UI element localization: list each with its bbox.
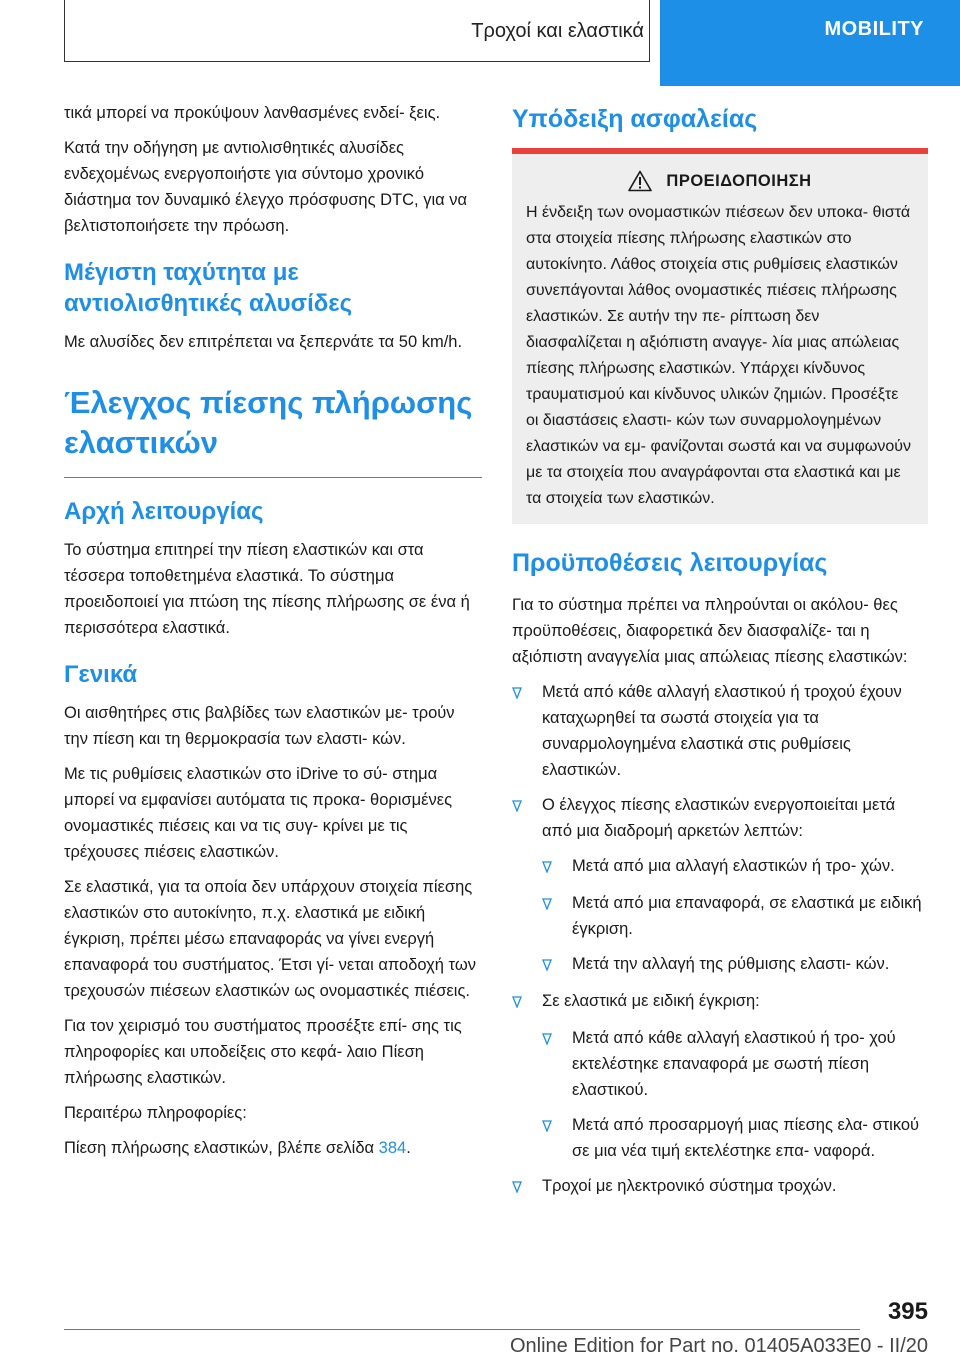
mobility-tab[interactable]: [660, 0, 960, 86]
paragraph: Για τον χειρισμό του συστήματος προσέξτε επί‐ σης τις πληροφορίες και υποδείξεις στο κεφά‐ λαιο Πίεση πλήρωσης ελαστικών.: [64, 1017, 462, 1087]
heading-rule: [64, 477, 482, 478]
warning-text: Η ένδειξη των ονομαστικών πιέσεων δεν υποκα‐ θιστά στα στοιχεία πίεσης πλήρωσης ελαστικών στο αυτοκίνητο. Λάθος στοιχεία στις ρυθμίσεις ελαστικών συνεπάγονται λάθος ονομαστικές πιέσεις πλήρωσης ελαστικών. Σε αυτήν την πε‐ ρίπτωση δεν διασφαλίζεται η αξιόπιστη αναγγε‐ λία μιας απώλειας πίεσης πλήρωσης ελαστικών. Υπάρχει κίνδυνος τραυματισμού και κίνδυνος υλικών ζημιών. Προσέξτε οι διαστάσεις ελαστι‐ κών των συναρμολογημένων ελαστικών να εμ‐ φανίζονται σωστά και να συμφωνούν με τα στοιχεία που αναγράφονται στα ελαστικά και με τα στοιχεία των ελαστικών.: [526, 204, 911, 507]
paragraph: Με τις ρυθμίσεις ελαστικών στο iDrive το σύ‐ στημα μπορεί να εμφανίσει αυτόματα τις προκα‐ θορισμένες ονομαστικές πιέσεις και να τις συγ‐ κρίνει με τις τρέχουσες πιέσεις ελαστικών.: [64, 765, 453, 861]
list-item: Τροχοί με ηλεκτρονικό σύστημα τροχών.: [512, 1173, 928, 1201]
sub-list-item: Μετά από προσαρμογή μιας πίεσης ελα‐ στικού σε μια νέα τιμή εκτελέστηκε επα‐ ναφορά.: [542, 1112, 928, 1164]
bullet-arrow-icon: [542, 1033, 552, 1045]
sub-list-item: Μετά από κάθε αλλαγή ελαστικού ή τρο‐ χού εκτελέστηκε επαναφορά με σωστή πίεση ελαστικού.: [542, 1025, 928, 1103]
page-link[interactable]: 384: [378, 1139, 407, 1157]
sub-list-item: Μετά από μια αλλαγή ελαστικών ή τρο‐ χών.: [542, 853, 928, 881]
warning-title: ΠΡΟΕΙΔΟΠΟΙΗΣΗ: [666, 171, 812, 190]
paragraph: Οι αισθητήρες στις βαλβίδες των ελαστικών με‐ τρούν την πίεση και τη θερμοκρασία των ελαστι‐ κών.: [64, 704, 455, 748]
paragraph: Κατά την οδήγηση με αντιολισθητικές αλυσίδες ενδεχομένως ενεργοποιήστε για σύντομο χρονικό διάστημα τον δυναμικό έλεγχο πρόσφυσης DTC, για να βελτιστοποιήσετε την πρόωση.: [64, 139, 468, 235]
section-heading-safety: Υπόδειξη ασφαλείας: [512, 105, 758, 133]
section-heading-max-speed: Μέγιστη ταχύτητα με αντιολισθητικές αλυσίδες: [64, 259, 353, 317]
bullet-arrow-icon: [512, 687, 522, 699]
footer-rule: [64, 1329, 860, 1330]
bullet-arrow-icon: [512, 996, 522, 1008]
paragraph: Σε ελαστικά, για τα οποία δεν υπάρχουν στοιχεία πίεσης ελαστικών στο αυτοκίνητο, π.χ. ελαστικά με ειδική έγκριση, πρέπει μέσω επαναφοράς να γίνει ενεργή επαναφορά του συστήματος. Έτσι γί‐ νεται αποδοχή των τρεχουσών πιέσεων ελαστικών ως ονομαστικές πιέσεις.: [64, 878, 476, 1000]
paragraph: Για το σύστημα πρέπει να πληρούνται οι ακόλου‐ θες προϋποθέσεις, διαφορετικά δεν διασφαλίζε‐ ται η αξιόπιστη αναγγελία μιας απώλειας πίεσης ελαστικών:: [512, 596, 908, 666]
paragraph: Με αλυσίδες δεν επιτρέπεται να ξεπερνάτε τα 50 km/h.: [64, 333, 463, 351]
paragraph: τικά μπορεί να προκύψουν λανθασμένες ενδεί‐ ξεις.: [64, 104, 441, 122]
section-heading-principle: Αρχή λειτουργίας: [64, 498, 264, 525]
list-item: Σε ελαστικά με ειδική έγκριση:: [512, 988, 928, 1016]
sub-list-item: Μετά την αλλαγή της ρύθμισης ελαστι‐ κών.: [542, 951, 928, 979]
section-heading-general: Γενικά: [64, 661, 138, 688]
chapter-heading-tire-pressure: Έλεγχος πίεσης πλήρωσης ελαστικών: [64, 385, 473, 460]
bullet-arrow-icon: [512, 800, 522, 812]
edition-footer: Online Edition for Part no. 01405A033E0 - II/20: [509, 1335, 928, 1357]
mobility-tab-label: MOBILITY: [824, 18, 924, 40]
bullet-arrow-icon: [542, 861, 552, 873]
right-column: [512, 100, 928, 1210]
section-heading-conditions: Προϋποθέσεις λειτουργίας: [512, 549, 828, 577]
bullet-arrow-icon: [542, 1120, 552, 1132]
warning-triangle-icon: [628, 170, 652, 192]
left-column: [64, 100, 482, 1170]
sub-list-item: Μετά από μια επαναφορά, σε ελαστικά με ειδική έγκριση.: [542, 890, 928, 942]
bullet-arrow-icon: [512, 1181, 522, 1193]
list-item: Ο έλεγχος πίεσης ελαστικών ενεργοποιείται μετά από μια διαδρομή αρκετών λεπτών:: [512, 792, 928, 844]
bullet-arrow-icon: [542, 959, 552, 971]
page-number: 395: [887, 1298, 928, 1325]
list-item: Μετά από κάθε αλλαγή ελαστικού ή τροχού έχουν καταχωρηθεί τα σωστά στοιχεία για τα συναρμολογημένα ελαστικά στις ρυθμίσεις ελαστικών.: [512, 679, 928, 783]
paragraph: Περαιτέρω πληροφορίες:: [64, 1104, 247, 1122]
warning-box: [512, 148, 928, 524]
bullet-arrow-icon: [542, 898, 552, 910]
cross-reference: Πίεση πλήρωσης ελαστικών, βλέπε σελίδα 384.: [64, 1139, 411, 1157]
chapter-title: Τροχοί και ελαστικά: [471, 19, 644, 42]
paragraph: Το σύστημα επιτηρεί την πίεση ελαστικών και στα τέσσερα τοποθετημένα ελαστικά. Το σύστημα προειδοποιεί για πτώση της πίεσης πλήρωσης σε ένα ή περισσότερα ελαστικά.: [64, 541, 470, 637]
